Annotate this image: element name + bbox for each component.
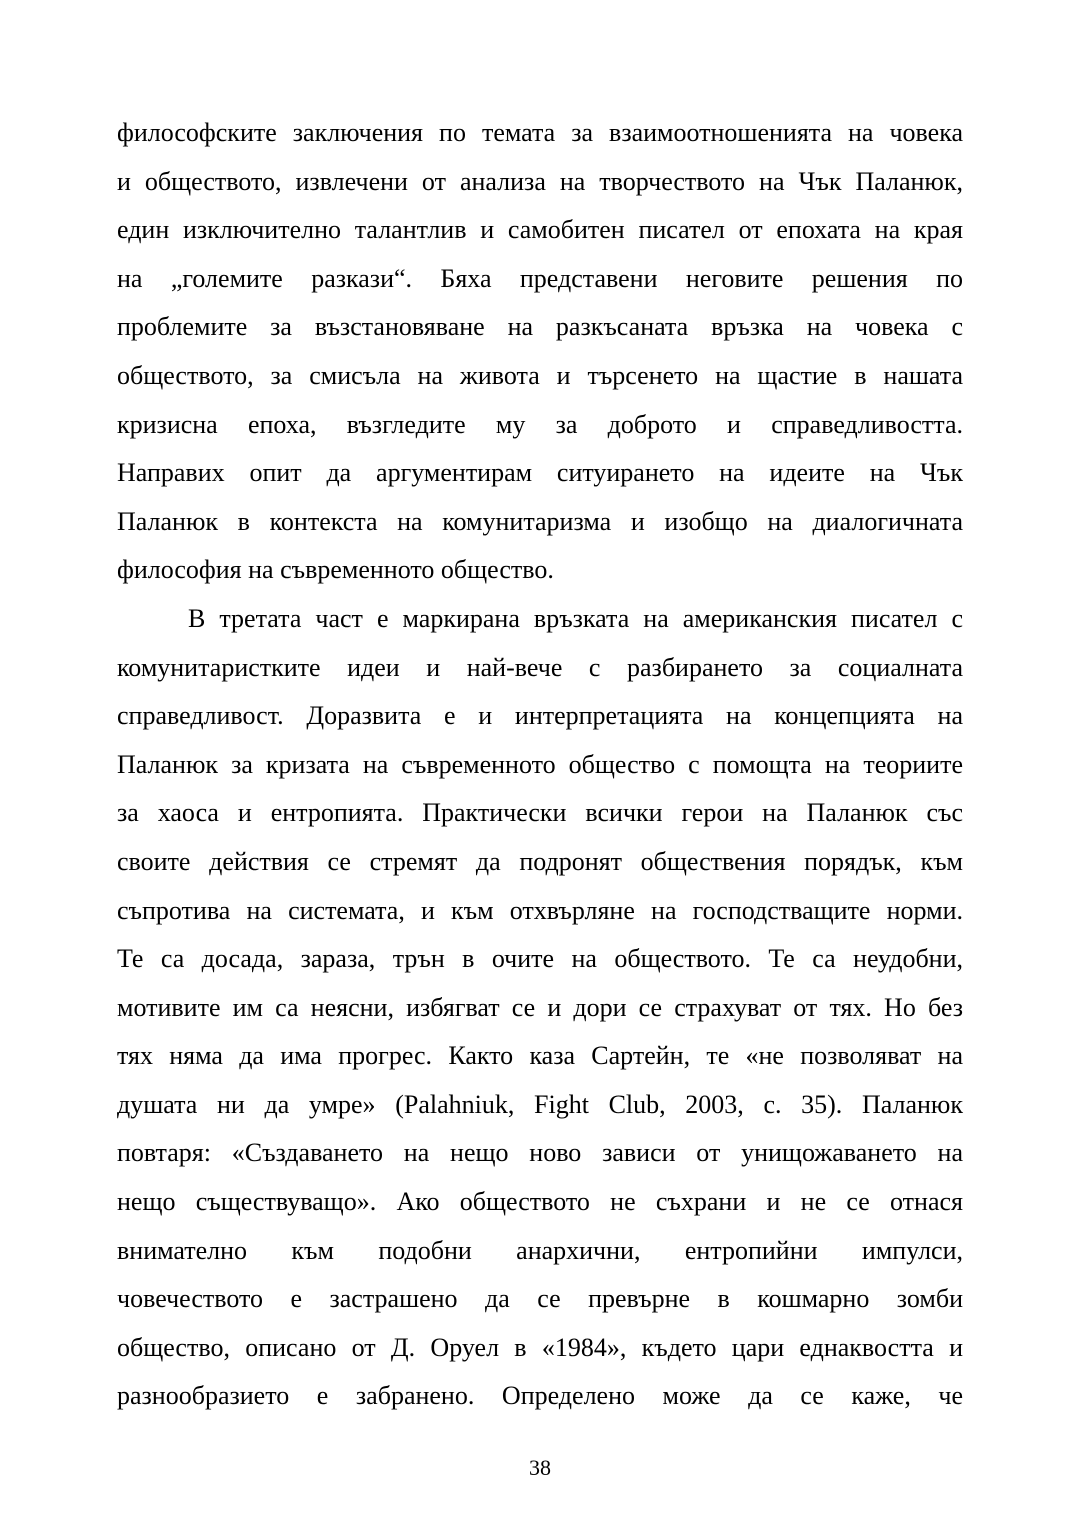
text-line: проблемите за възстановяване на разкъсаната връзка на човека с	[117, 312, 963, 342]
text-line: нещо съществуващо». Ако обществото не съхрани и не се отнася	[117, 1187, 963, 1217]
text-line: комунитаристките идеи и най-вече с разбирането за социалната	[117, 652, 963, 682]
text-line: Те са досада, зараза, трън в очите на обществото. Те са неудобни,	[117, 944, 963, 974]
text-line: на „големите разкази“. Бяха представени неговите решения по	[117, 263, 963, 293]
text-line: един изключително талантлив и самобитен писател от епохата на края	[117, 215, 963, 245]
text-line: разнообразието е забранено. Определено може да се каже, че	[117, 1381, 963, 1411]
paragraph-2	[117, 595, 963, 1421]
paragraph-1	[117, 109, 963, 595]
text-line: общество, описано от Д. Оруел в «1984», където цари еднаквостта и	[117, 1332, 963, 1362]
page-number: 38	[529, 1455, 551, 1480]
text-line: внимателно към подобни анархични, ентропийни импулси,	[117, 1235, 963, 1265]
text-line: Направих опит да аргументирам ситуирането на идеите на Чък	[117, 458, 963, 488]
text-line: Паланюк за кризата на съвременното общество с помощта на теориите	[117, 749, 963, 779]
text-line: В третата част е маркирана връзката на американския писател с	[188, 603, 963, 633]
body-text	[117, 109, 963, 1421]
text-line: Паланюк в контекста на комунитаризма и изобщо на диалогичната	[117, 506, 963, 536]
text-line: душата ни да умре» (Palahniuk, Fight Club, 2003, с. 35). Паланюк	[117, 1089, 963, 1119]
text-line: своите действия се стремят да подронят обществения порядък, към	[117, 846, 963, 876]
text-line: философските заключения по темата за взаимоотношенията на човека	[117, 118, 963, 147]
text-line: мотивите им са неясни, избягват се и дори се страхуват от тях. Но без	[117, 992, 963, 1022]
text-line: съпротива на системата, и към отхвърляне на господстващите норми.	[117, 895, 963, 925]
text-line: за хаоса и ентропията. Практически всички герои на Паланюк със	[117, 798, 963, 828]
text-line: повтаря: «Създаването на нещо ново зависи от унищожаването на	[117, 1138, 963, 1168]
text-line: обществото, за смисъла на живота и търсенето на щастие в нашата	[117, 360, 963, 390]
text-line: справедливост. Доразвита е и интерпретацията на концепцията на	[117, 701, 963, 731]
text-line: и обществото, извлечени от анализа на творчеството на Чък Паланюк,	[117, 166, 963, 196]
text-line: човечеството е застрашено да се превърне в кошмарно зомби	[117, 1284, 963, 1314]
text-line: тях няма да има прогрес. Както каза Сартейн, те «не позволяват на	[117, 1041, 963, 1071]
text-line: философия на съвременното общество.	[117, 555, 554, 585]
text-line: кризисна епоха, възгледите му за доброто и справедливостта.	[117, 409, 963, 439]
